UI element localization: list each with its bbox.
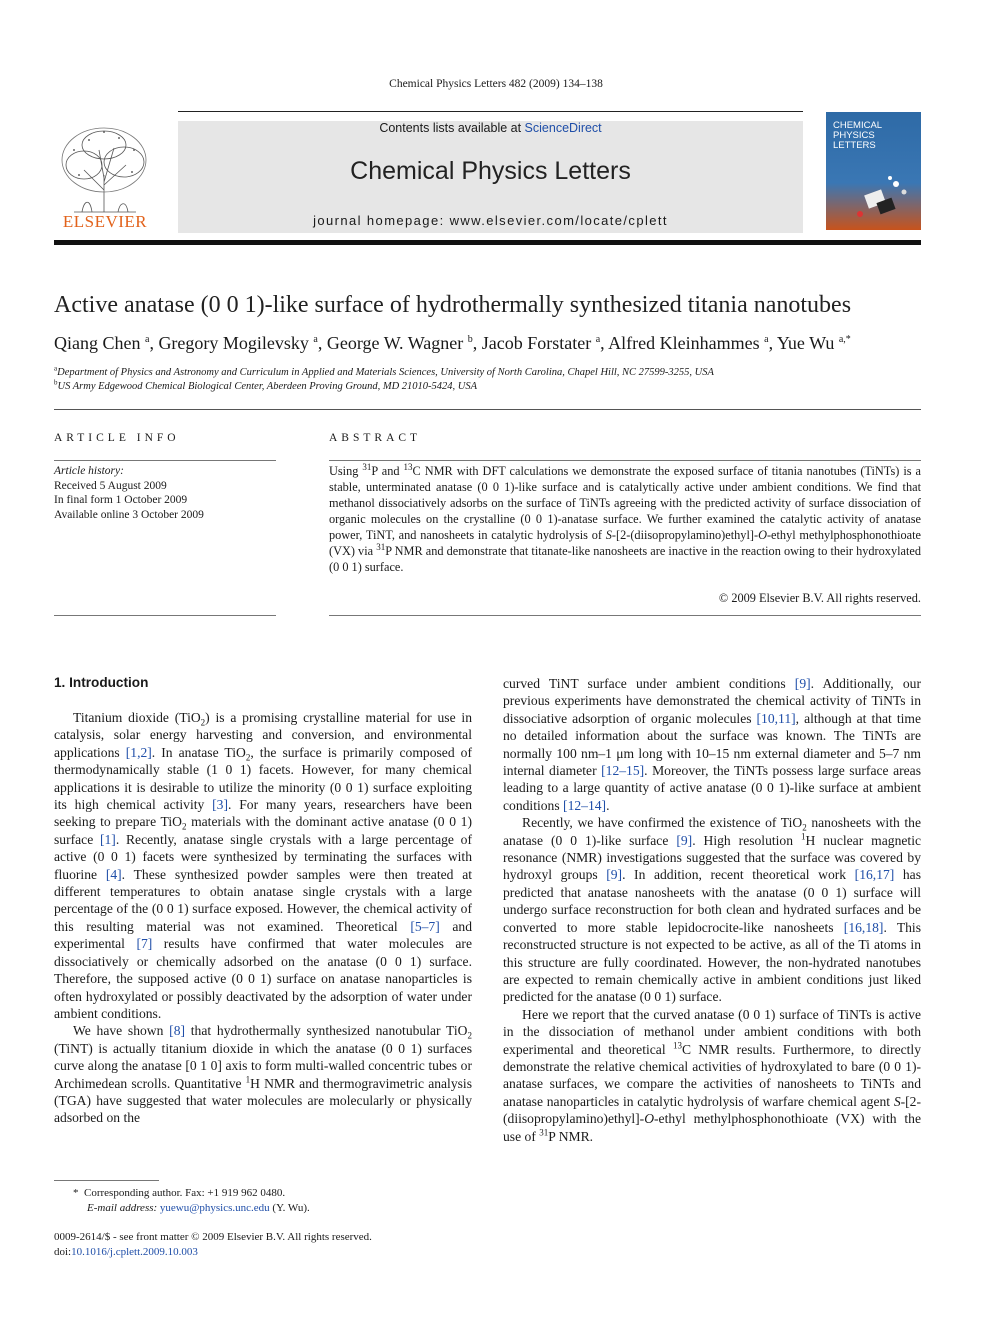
article-history <box>54 464 204 522</box>
ref-link[interactable]: [4] <box>105 866 122 882</box>
author-affil-sup: a <box>313 334 318 345</box>
author-affil-sup: a <box>595 334 601 345</box>
abstract-rule-top <box>329 460 921 461</box>
body-paragraph: curved TiNT surface under ambient conditions [9]. Additionally, our previous experiments have demonstrated the chemical activity of TiNTs in dissociative adsorption of organic molecules [10,11], although at that time no detailed information about the surface was known. The TiNTs are normally 100 nm–1 μm long with 10–15 nm external diameter and 5–7 nm internal diameter [12–15]. Moreover, the TiNTs possess large surface areas leading to a large quantity of active anatase (0 0 1)-like surface at ambient conditions [12–14]. <box>503 676 922 813</box>
ref-link[interactable]: [1,2] <box>125 744 152 760</box>
footnote-rule <box>54 1180 159 1181</box>
author-name: Qiang Chen <box>54 333 141 353</box>
body-paragraph: Titanium dioxide (TiO$_2$) is a promising crystalline material for use in catalysis, solar energy harvesting and conversion, and environmental applications [1,2]. In anatase TiO$_2$, the surface is primarily composed of thermodynamically stable (1 0 1) facets. However, for many chemical applications it is desirable to utilize the minority (0 0 1) surface exploiting its high chemical activity [3]. For many years, researchers have been seeking to prepare TiO$_2$ materials with the dominant active anatase (0 0 1) surface [1]. Recently, anatase single crystals with a large percentage of active (0 0 1) facets were synthesized by terminating the surfaces with fluorine [4]. These synthesized powder samples were then treated at different temperatures to obtain anatase single crystals with a large percentage of the (0 0 1) surface exposed. However, the chemical activity of this resulting material was not examined. Theoretical [5–7] and experimental [7] results have confirmed that water molecules are dissociatively or chemically adsorbed on the anatase (0 0 1) surface. Therefore, the supposed active (0 0 1) surface on anatase nanoparticles is often hydroxylated or possibly deactivated by the adsorption of water under ambient conditions. <box>54 710 473 1021</box>
author-affil-sup: a <box>144 334 150 345</box>
email-note: E-mail address: yuewu@physics.unc.edu (Y. Wu). <box>87 1201 310 1214</box>
history-final-form: In final form 1 October 2009 <box>54 494 188 506</box>
affiliation-a: $^a$Department of Physics and Astronomy and Curriculum in Applied and Materials Sciences, University of North Carolina, Chapel Hill, NC 27599-3255, USA <box>54 364 714 378</box>
issn-line: 0009-2614/$ - see front matter © 2009 Elsevier B.V. All rights reserved. <box>54 1231 372 1243</box>
author-name: Yue Wu <box>776 333 835 353</box>
author-affil-sup: a,* <box>838 334 851 345</box>
ref-link[interactable]: [9] <box>676 832 693 848</box>
body-paragraph: Here we report that the curved anatase (0 0 1) surface of TiNTs is active in the dissociation of methanol under ambient conditions with both experimental and theoretical $^{13}$C NMR results. Furthermore, to directly demonstrate the relative chemical activities of hydroxylated to bare (0 0 1)-anatase surfaces, we compare the activities of nanosheets to TiNTs and anatase nanoparticles in catalytic hydrolysis of warfare chemical agent S-[2-(diisopropylamino)ethyl]-O-ethyl methylphosphonothioate (VX) with the use of $^{31}$P NMR. <box>503 1006 921 1144</box>
sciencedirect-link[interactable]: ScienceDirect <box>524 121 602 135</box>
journal-name: Chemical Physics Letters <box>350 157 631 185</box>
body-paragraph: Recently, we have confirmed the existence of TiO$_2$ nanosheets with the anatase (0 0 1)-like surface [9]. High resolution $^1$H nuclear magnetic resonance (NMR) investigations suggested that the surface was covered by hydroxyl groups [9]. In addition, recent theoretical work [16,17] has predicted that anatase nanosheets with the anatase (0 0 1) surface will undergo surface reconstruction for both clean and hydrated surfaces and be converted to more stable lepidocrocite-like nanosheets [16,18]. This reconstructed structure is not expected to be active, as all of the Ti atoms in this structure are fully coordinated. However, the non-hydrated nanotubes are expected to remain chemically active in ambient conditions just liked predicted for the anatase (0 0 1) surface. <box>503 815 922 1005</box>
journal-homepage[interactable]: journal homepage: www.elsevier.com/locate/cplett <box>313 213 668 228</box>
abstract-copyright: © 2009 Elsevier B.V. All rights reserved. <box>718 591 921 605</box>
ref-link[interactable]: [12–15] <box>601 763 645 779</box>
ref-link[interactable]: [9] <box>794 676 811 691</box>
contents-prefix: Contents lists available at <box>379 121 525 135</box>
footnote <box>54 1186 310 1215</box>
email-link[interactable]: yuewu@physics.unc.edu <box>159 1201 270 1214</box>
article-info-rule-bottom <box>54 615 276 616</box>
bottom-info <box>54 1230 372 1259</box>
article-info-rule-top <box>54 460 276 461</box>
ref-link[interactable]: [8] <box>169 1023 186 1039</box>
body-column-left <box>54 709 472 1127</box>
body-paragraph: We have shown [8] that hydrothermally synthesized nanotubular TiO$_2$ (TiNT) is actually titanium dioxide in which the anatase (0 0 1) surfaces curve along the anatase [0 1 0] axis to form multi-walled concentric tubes or Archimedean scrolls. Quantitative $^1$H NMR and thermogravimetric analysis (TGA) have suggested that water molecules are molecularly or physically adsorbed on the <box>54 1023 472 1126</box>
ref-link[interactable]: [5–7] <box>410 918 440 934</box>
doi-link[interactable]: 10.1016/j.cplett.2009.10.003 <box>71 1245 198 1258</box>
abstract-heading: ABSTRACT <box>329 432 422 444</box>
elsevier-wordmark: ELSEVIER <box>62 212 148 231</box>
author-name: Jacob Forstater <box>481 333 592 353</box>
ref-link[interactable]: [10,11] <box>756 710 796 726</box>
author-list: Qiang Chen $^a$, Gregory Mogilevsky $^a$, George W. Wagner $^b$, Jacob Forstater $^a$, Alfred Kleinhammes $^a$, Yue Wu $^{a,*}$ <box>54 333 851 353</box>
header-thick-rule <box>54 240 921 245</box>
ref-link[interactable]: [16,17] <box>854 867 895 883</box>
author-affil-sup: b <box>467 334 473 345</box>
doi-line: doi:10.1016/j.cplett.2009.10.003 <box>54 1245 198 1258</box>
contents-line <box>178 121 803 135</box>
author-name: Gregory Mogilevsky <box>158 333 309 353</box>
author-name: George W. Wagner <box>326 333 464 353</box>
history-received: Received 5 August 2009 <box>54 479 167 492</box>
author-name: Alfred Kleinhammes <box>608 333 760 353</box>
section-heading: 1. Introduction <box>54 675 149 690</box>
article-title: Active anatase (0 0 1)-like surface of hydrothermally synthesized titania nanotubes <box>54 292 852 318</box>
corresponding-author-note: * Corresponding author. Fax: +1 919 962 0480. <box>73 1187 286 1199</box>
affiliation-b: $^b$US Army Edgewood Chemical Biological Center, Aberdeen Proving Ground, MD 21010-5424, USA <box>54 378 478 392</box>
history-label: Article history: <box>54 465 124 477</box>
ref-link[interactable]: [3] <box>212 797 229 813</box>
journal-citation: Chemical Physics Letters 482 (2009) 134–138 <box>389 78 603 90</box>
journal-cover <box>826 112 921 230</box>
ref-link[interactable]: [9] <box>606 867 623 883</box>
cover-title: CHEMICAL PHYSICS LETTERS <box>833 120 883 151</box>
front-matter-rule <box>54 409 921 410</box>
ref-link[interactable]: [7] <box>136 936 153 952</box>
header-rule <box>178 111 803 112</box>
author-affil-sup: a <box>764 334 769 345</box>
body-column-right <box>503 675 921 1145</box>
abstract-rule-bottom <box>329 615 921 616</box>
cover-illustration <box>846 172 916 227</box>
abstract-text: Using $^{31}$P and $^{13}$C NMR with DFT calculations we demonstrate the exposed surface of titania nanotubes (TiNTs) is a stable, unterminated anatase (0 0 1)-like surface and is catalytically active under ambient conditions. We find that methanol dissociatively adsorbs on the surface of TiNTs agreeing with the predicted activity of surface dissociation of organic molecules on the crystalline (0 0 1)-anatase surface. We further examined the catalytic activity of anatase power, TiNT, and nanosheets in catalytic hydrolysis of S-[2-(diisopropylamino)ethyl]-O-ethyl methylphosphonothioate (VX) via $^{31}$P NMR and demonstrate that titanate-like nanosheets are inactive in the reaction owing to their hydroxylated (0 0 1) surface. <box>329 461 921 574</box>
ref-link[interactable]: [1] <box>99 831 116 847</box>
ref-link[interactable]: [12–14] <box>563 797 607 813</box>
ref-link[interactable]: [16,18] <box>843 919 884 935</box>
history-online: Available online 3 October 2009 <box>54 508 204 521</box>
article-info-heading: ARTICLE INFO <box>54 432 180 444</box>
